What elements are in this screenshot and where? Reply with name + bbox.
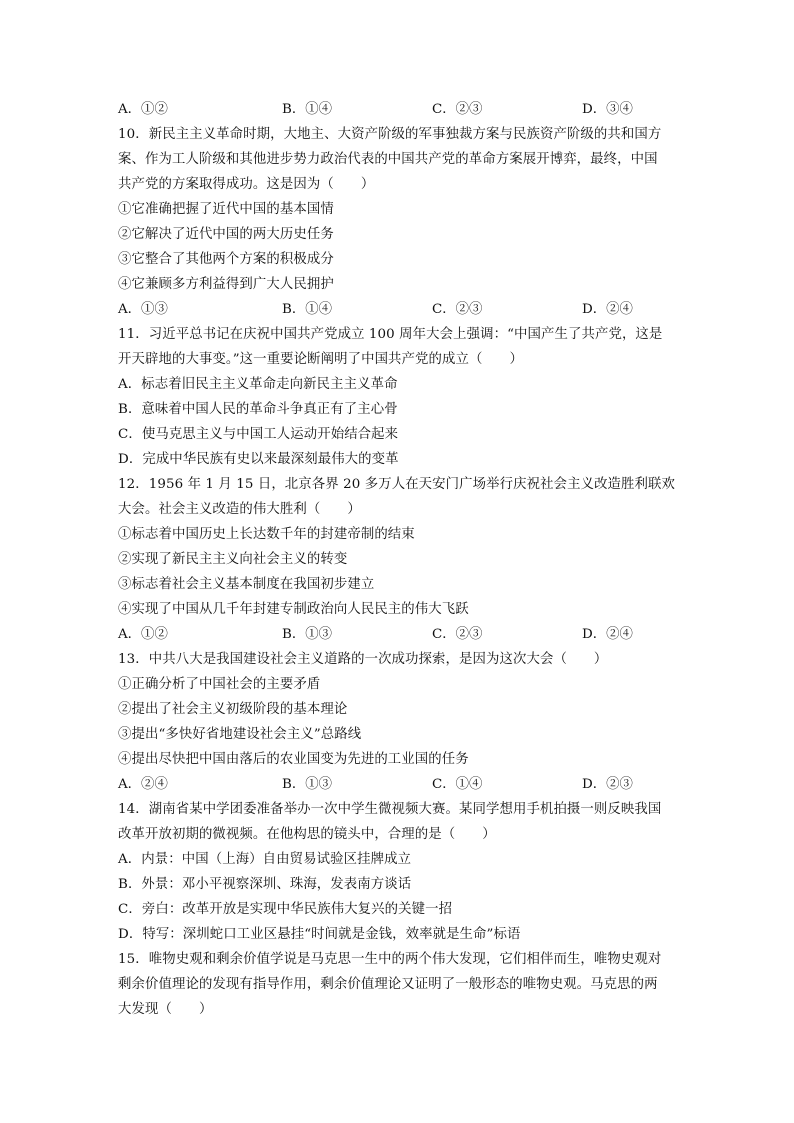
question-stem-line: 共产党的方案取得成功。这是因为（ ） — [118, 177, 375, 192]
choice-c[interactable]: C．使马克思主义与中国工人运动开始结合起来 — [118, 427, 399, 442]
statement-item: ①正确分析了中国社会的主要矛盾 — [118, 677, 321, 692]
option-d[interactable]: D．②③ — [582, 777, 633, 792]
option-c[interactable]: C．②③ — [432, 302, 483, 317]
statement-item: ①它准确把握了近代中国的基本国情 — [118, 202, 334, 217]
option-c[interactable]: C．②③ — [432, 627, 483, 642]
question-10 — [118, 122, 678, 322]
exam-page — [118, 97, 678, 1022]
option-b[interactable]: B．①③ — [282, 627, 333, 642]
question-stem-line: 14．湖南省某中学团委准备举办一次中学生微视频大赛。某同学想用手机拍摄一则反映我国 — [118, 802, 662, 817]
question-stem-line: 12．1956 年 1 月 15 日，北京各界 20 多万人在天安门广场举行庆祝社会主义改造胜利联欢 — [118, 477, 676, 492]
choice-d[interactable]: D．完成中华民族有史以来最深刻最伟大的变革 — [118, 452, 399, 467]
statement-item: ①标志着中国历史上长达数千年的封建帝制的结束 — [118, 527, 415, 542]
question-stem-line: 案、作为工人阶级和其他进步势力政治代表的中国共产党的革命方案展开博弈，最终，中国 — [118, 152, 658, 167]
choice-c[interactable]: C．旁白：改革开放是实现中华民族伟大复兴的关键一招 — [118, 902, 453, 917]
q12-options — [118, 622, 678, 647]
question-stem-line: 13．中共八大是我国建设社会主义道路的一次成功探索，是因为这次大会（ ） — [118, 652, 608, 667]
statement-item: ④实现了中国从几千年封建专制政治向人民民主的伟大飞跃 — [118, 602, 469, 617]
option-c[interactable]: C．②③ — [432, 102, 483, 117]
option-c[interactable]: C．①④ — [432, 777, 483, 792]
option-b[interactable]: B．①④ — [282, 102, 333, 117]
question-stem-line: 开天辟地的大事变。”这一重要论断阐明了中国共产党的成立（ ） — [118, 352, 523, 367]
option-a[interactable]: A．②④ — [118, 777, 168, 792]
question-stem-line: 大发现（ ） — [118, 1002, 213, 1017]
q10-options — [118, 297, 678, 322]
question-12 — [118, 472, 678, 647]
question-stem-line: 10．新民主主义革命时期，大地主、大资产阶级的军事独裁方案与民族资产阶级的共和国方 — [118, 127, 662, 142]
statement-item: ④它兼顾多方利益得到广大人民拥护 — [118, 277, 334, 292]
choice-b[interactable]: B．意味着中国人民的革命斗争真正有了主心骨 — [118, 402, 398, 417]
question-stem-line: 15．唯物史观和剩余价值学说是马克思一生中的两个伟大发现，它们相伴而生，唯物史观对 — [118, 952, 662, 967]
option-a[interactable]: A．①③ — [118, 302, 168, 317]
question-13 — [118, 647, 678, 797]
option-d[interactable]: D．③④ — [582, 102, 633, 117]
q13-options — [118, 772, 678, 797]
option-b[interactable]: B．①④ — [282, 302, 333, 317]
statement-item: ③提出“多快好省地建设社会主义”总路线 — [118, 727, 362, 742]
choice-a[interactable]: A．标志着旧民主主义革命走向新民主主义革命 — [118, 377, 398, 392]
choice-d[interactable]: D．特写：深圳蛇口工业区悬挂“时间就是金钱，效率就是生命”标语 — [118, 927, 521, 942]
statement-item: ②提出了社会主义初级阶段的基本理论 — [118, 702, 348, 717]
question-15 — [118, 947, 678, 1022]
question-14 — [118, 797, 678, 947]
choice-b[interactable]: B．外景：邓小平视察深圳、珠海，发表南方谈话 — [118, 877, 412, 892]
statement-item: ③标志着社会主义基本制度在我国初步建立 — [118, 577, 375, 592]
question-stem-line: 11．习近平总书记在庆祝中国共产党成立 100 周年大会上强调：“中国产生了共产党，这是 — [118, 327, 663, 342]
option-a[interactable]: A．①② — [118, 102, 168, 117]
choice-a[interactable]: A．内景：中国（上海）自由贸易试验区挂牌成立 — [118, 852, 412, 867]
question-11 — [118, 322, 678, 472]
statement-item: ②实现了新民主主义向社会主义的转变 — [118, 552, 348, 567]
question-stem-line: 剩余价值理论的发现有指导作用，剩余价值理论又证明了一般形态的唯物史观。马克思的两 — [118, 977, 658, 992]
option-a[interactable]: A．①② — [118, 627, 168, 642]
statement-item: ②它解决了近代中国的两大历史任务 — [118, 227, 334, 242]
question-stem-line: 改革开放初期的微视频。在他构思的镜头中，合理的是（ ） — [118, 827, 496, 842]
question-stem-line: 大会。社会主义改造的伟大胜利（ ） — [118, 502, 361, 517]
statement-item: ③它整合了其他两个方案的积极成分 — [118, 252, 334, 267]
statement-item: ④提出尽快把中国由落后的农业国变为先进的工业国的任务 — [118, 752, 469, 767]
q9-options — [118, 97, 678, 122]
option-d[interactable]: D．②④ — [582, 627, 633, 642]
option-b[interactable]: B．①③ — [282, 777, 333, 792]
option-d[interactable]: D．②④ — [582, 302, 633, 317]
